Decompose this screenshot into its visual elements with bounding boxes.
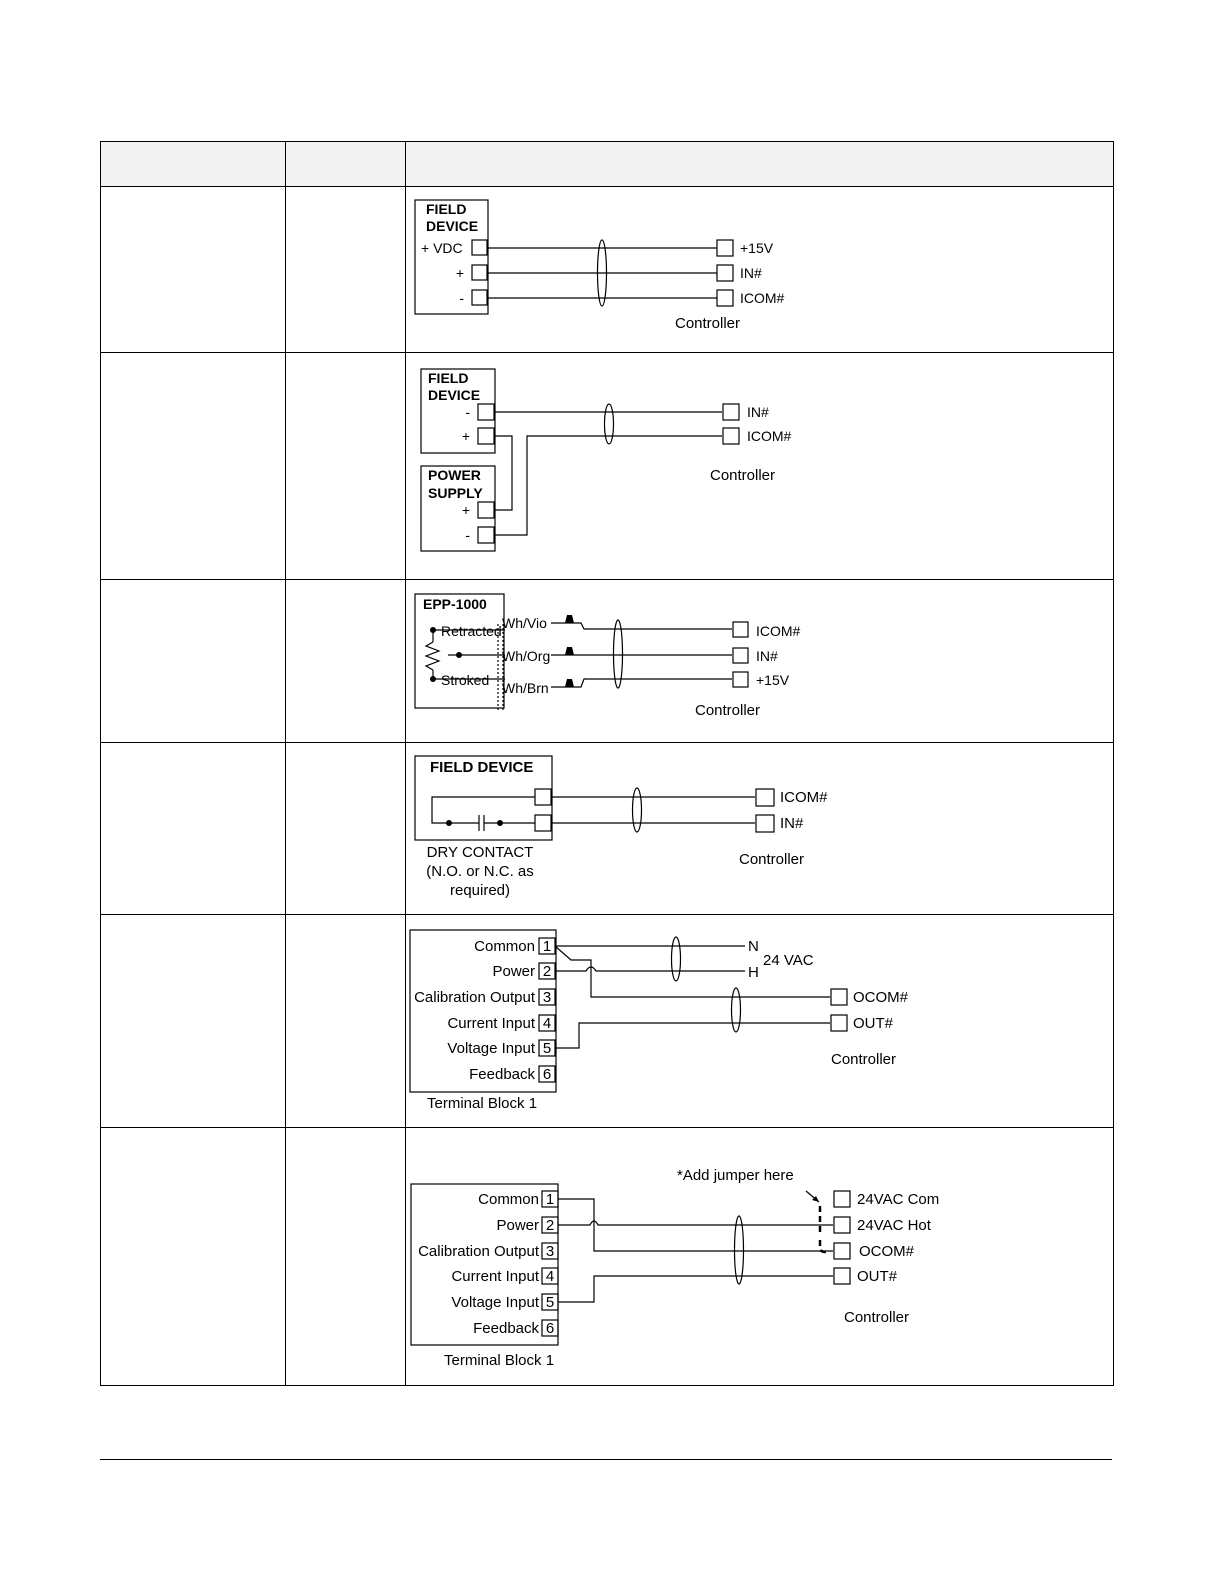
controller-terminal (834, 1243, 850, 1259)
terminal-dot (456, 652, 462, 658)
jumper-wire (555, 946, 586, 960)
terminal-label: Current Input (447, 1015, 535, 1032)
table-row (101, 743, 1114, 915)
wire-label-brn: Wh/Brn (502, 680, 549, 696)
controller-label-icom: ICOM# (756, 623, 801, 639)
diagram-cell (406, 915, 1114, 1128)
terminal-number: 6 (542, 1066, 552, 1083)
jumper-note: *Add jumper here (677, 1167, 794, 1184)
terminal-label: Power (492, 963, 535, 980)
controller-label-icom: ICOM# (780, 789, 828, 806)
wire (558, 1276, 833, 1302)
wire-connector (565, 615, 574, 623)
terminal-box (472, 265, 487, 280)
terminal-label: Calibration Output (418, 1243, 539, 1260)
controller-terminal (717, 265, 733, 281)
terminal-dot (430, 676, 436, 682)
terminal-block-title: Terminal Block 1 (444, 1352, 555, 1369)
controller-label-in: IN# (740, 265, 762, 281)
controller-label-15v: +15V (756, 672, 790, 688)
terminal-label: Feedback (469, 1066, 535, 1083)
terminal-label-plus: + (461, 428, 470, 444)
controller-label-icom: ICOM# (740, 290, 785, 306)
terminal-number: 1 (542, 938, 552, 955)
diagram-cell (406, 1128, 1114, 1386)
wire (551, 679, 732, 687)
dry-contact-caption-line1: DRY CONTACT (426, 844, 534, 861)
device-title-line1: FIELD (428, 370, 469, 386)
controller-label-15v: +15V (740, 240, 774, 256)
diagram-field-device-3wire (406, 187, 1114, 352)
terminal-number: 1 (545, 1191, 555, 1208)
terminal-label-minus: - (459, 290, 464, 306)
device-title-line2: DEVICE (428, 387, 481, 403)
device-title-line1: FIELD (426, 201, 467, 217)
diagram-terminal-block-jumper (406, 1128, 1114, 1385)
terminal-label-plus: + (455, 265, 464, 281)
terminal-box (472, 290, 487, 305)
controller-caption: Controller (675, 315, 741, 332)
controller-terminal (756, 815, 774, 832)
terminal-dot (430, 627, 436, 633)
row-type-cell (286, 1128, 406, 1386)
controller-terminal (831, 1015, 847, 1031)
contact-dot (497, 820, 503, 826)
controller-terminal (717, 240, 733, 256)
terminal-number: 2 (542, 963, 552, 980)
terminal-label: Voltage Input (451, 1294, 539, 1311)
row-label-cell (101, 580, 286, 743)
controller-label-out: OUT# (853, 1015, 894, 1032)
footer-rule (100, 1459, 1112, 1460)
terminal-box (535, 815, 551, 831)
jumper (820, 1206, 826, 1252)
wire-label-vio: Wh/Vio (502, 615, 547, 631)
controller-terminal (834, 1191, 850, 1207)
device-title: EPP-1000 (423, 596, 487, 612)
controller-label-in: IN# (756, 648, 778, 664)
row-label-cell (101, 353, 286, 580)
table-row (101, 1128, 1114, 1386)
controller-terminal (733, 648, 748, 663)
contact-dot (446, 820, 452, 826)
terminal-number: 2 (545, 1217, 555, 1234)
terminal-box (478, 527, 494, 543)
terminal-label: Common (474, 938, 535, 955)
neutral-label: N (748, 938, 759, 955)
power-supply-title-line1: POWER (428, 467, 481, 483)
terminal-number: 4 (542, 1015, 552, 1032)
row-label-cell (101, 1128, 286, 1386)
terminal-box (478, 428, 494, 444)
stroked-label: Stroked (441, 672, 490, 688)
row-type-cell (286, 915, 406, 1128)
header-cell-1 (101, 142, 286, 187)
terminal-number: 3 (542, 989, 552, 1006)
wire-connector (565, 679, 574, 687)
terminal-box (472, 240, 487, 255)
controller-terminal (834, 1268, 850, 1284)
diagram-cell (406, 353, 1114, 580)
controller-label-icom: ICOM# (747, 428, 792, 444)
dry-contact-caption-line3: required) (449, 882, 511, 899)
wire-hot (555, 967, 745, 971)
terminal-box (535, 789, 551, 805)
terminal-number: 6 (545, 1320, 555, 1337)
terminal-label: Common (478, 1191, 539, 1208)
controller-terminal (717, 290, 733, 306)
wire (494, 436, 512, 510)
terminal-label: Voltage Input (447, 1040, 535, 1057)
controller-caption: Controller (844, 1309, 910, 1326)
controller-label-24vac-hot: 24VAC Hot (857, 1217, 931, 1234)
row-label-cell (101, 915, 286, 1128)
row-label-cell (101, 187, 286, 353)
wiring-table (100, 141, 1114, 1386)
power-supply-title-line2: SUPPLY (428, 485, 483, 501)
terminal-label: Calibration Output (414, 989, 535, 1006)
controller-terminal (831, 989, 847, 1005)
retracted-label: Retracted (441, 623, 502, 639)
row-type-cell (286, 580, 406, 743)
controller-terminal (723, 404, 739, 420)
wire-connector (565, 647, 574, 655)
controller-label-in: IN# (780, 815, 804, 832)
hot-label: H (748, 964, 759, 981)
diagram-terminal-block-24vac (406, 915, 1114, 1127)
table-row (101, 187, 1114, 353)
table-header-row (101, 142, 1114, 187)
controller-label-ocom: OCOM# (859, 1243, 915, 1260)
cable-shield (732, 988, 741, 1032)
vac-label: 24 VAC (763, 952, 814, 969)
controller-terminal (723, 428, 739, 444)
terminal-label: Current Input (451, 1268, 539, 1285)
wire (494, 436, 722, 535)
terminal-number: 4 (545, 1268, 555, 1285)
controller-caption: Controller (831, 1051, 897, 1068)
terminal-number: 5 (545, 1294, 555, 1311)
controller-caption: Controller (695, 702, 761, 719)
controller-label-in: IN# (747, 404, 769, 420)
diagram-cell (406, 187, 1114, 353)
row-label-cell (101, 743, 286, 915)
terminal-box (478, 502, 494, 518)
diagram-external-power-supply (406, 353, 1114, 579)
header-cell-2 (286, 142, 406, 187)
potentiometer (426, 642, 439, 670)
terminal-block-title: Terminal Block 1 (427, 1095, 538, 1112)
cable-shield (614, 620, 623, 688)
ps-label-plus: + (461, 502, 470, 518)
controller-terminal (834, 1217, 850, 1233)
row-type-cell (286, 353, 406, 580)
terminal-label: Feedback (473, 1320, 539, 1337)
cable-shield (672, 937, 681, 981)
wire-label-org: Wh/Org (502, 648, 551, 664)
cable-shield (735, 1216, 744, 1284)
header-cell-3 (406, 142, 1114, 187)
terminal-label-minus: - (465, 404, 470, 420)
controller-caption: Controller (710, 467, 776, 484)
terminal-label: Power (496, 1217, 539, 1234)
diagram-cell (406, 743, 1114, 915)
diagram-epp-1000 (406, 580, 1114, 742)
device-title: FIELD DEVICE (430, 759, 534, 776)
terminal-number: 5 (542, 1040, 552, 1057)
table-row (101, 915, 1114, 1128)
controller-label-ocom: OCOM# (853, 989, 909, 1006)
device-title-line2: DEVICE (426, 218, 479, 234)
dry-contact-caption-line2: (N.O. or N.C. as (426, 863, 534, 880)
wire (551, 623, 732, 629)
row-type-cell (286, 187, 406, 353)
row-type-cell (286, 743, 406, 915)
cable-shield (605, 404, 614, 444)
table-row (101, 353, 1114, 580)
controller-label-out: OUT# (857, 1268, 898, 1285)
diagram-dry-contact (406, 743, 1114, 914)
wire (558, 1221, 833, 1225)
cable-shield (633, 788, 642, 832)
controller-label-24vac-com: 24VAC Com (857, 1191, 940, 1208)
controller-terminal (733, 672, 748, 687)
wire (555, 1023, 830, 1048)
terminal-number: 3 (545, 1243, 555, 1260)
controller-terminal (733, 622, 748, 637)
table-row (101, 580, 1114, 743)
diagram-cell (406, 580, 1114, 743)
terminal-label-vdc: + VDC (421, 240, 463, 256)
ps-label-minus: - (465, 527, 470, 543)
terminal-box (478, 404, 494, 420)
controller-caption: Controller (739, 851, 805, 868)
controller-terminal (756, 789, 774, 806)
